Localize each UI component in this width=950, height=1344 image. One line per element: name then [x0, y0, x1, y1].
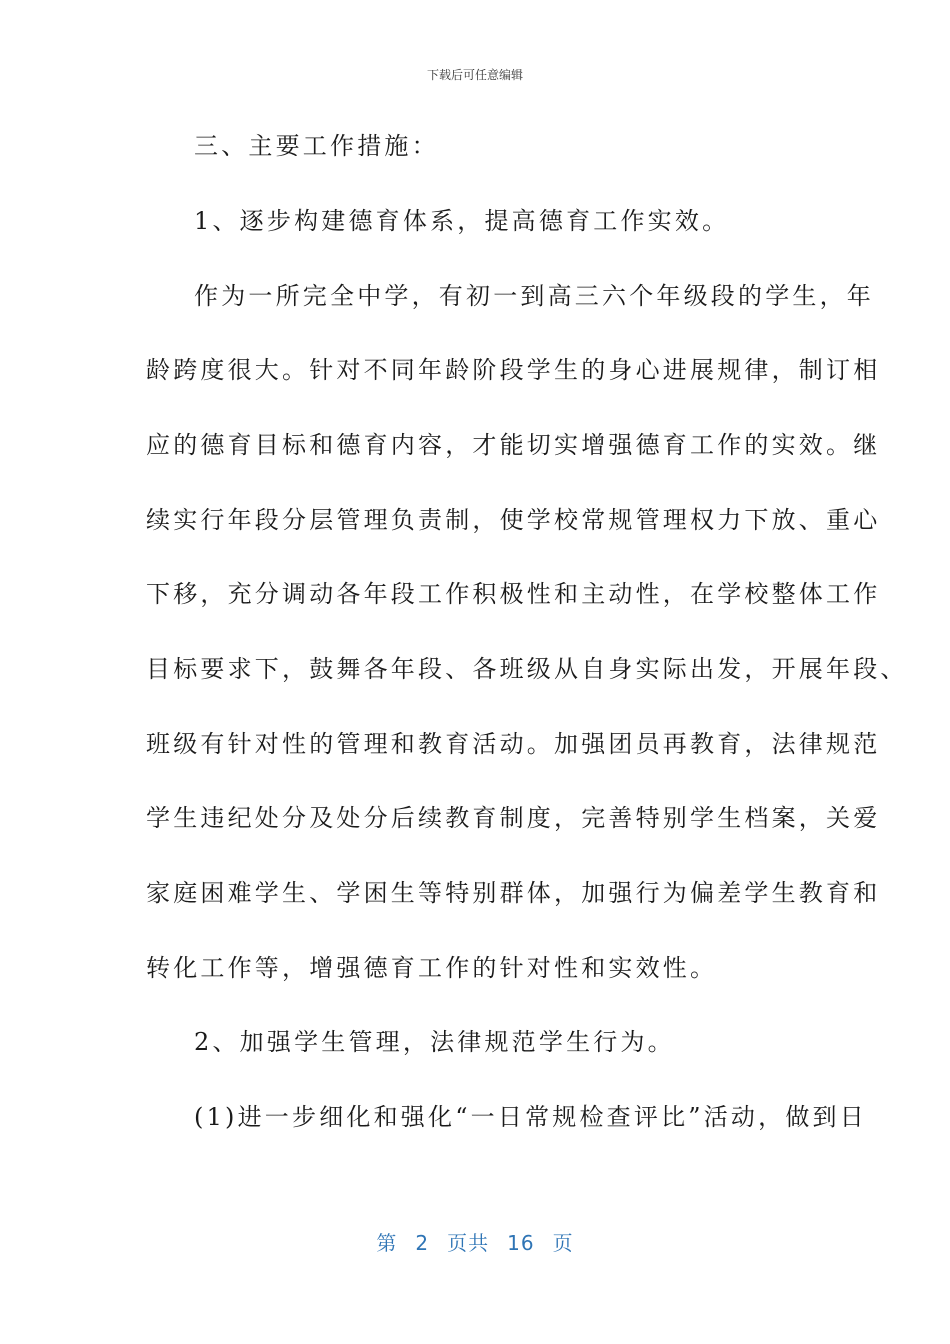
page-label-suffix: 页 — [552, 1231, 574, 1255]
page-footer — [0, 1227, 950, 1256]
paragraph-line: 转化工作等，增强德育工作的针对性和实效性。 — [146, 954, 718, 982]
paragraph-line: 班级有针对性的管理和教育活动。加强团员再教育，法律规范 — [146, 730, 881, 758]
paragraph-line: 龄跨度很大。针对不同年龄阶段学生的身心进展规律，制订相 — [146, 356, 881, 384]
subsection-heading-1: 1、逐步构建德育体系，提高德育工作实效。 — [194, 207, 730, 235]
paragraph-line: 下移，充分调动各年段工作积极性和主动性，在学校整体工作 — [146, 580, 881, 608]
page-label-mid: 页共 — [447, 1231, 490, 1255]
total-pages-number: 16 — [507, 1231, 535, 1255]
page-label-prefix: 第 — [376, 1231, 398, 1255]
paragraph-line: 应的德育目标和德育内容，才能切实增强德育工作的实效。继 — [146, 431, 881, 459]
paragraph-line: 学生违纪处分及处分后续教育制度，完善特别学生档案，关爱 — [146, 804, 881, 832]
paragraph-line: 作为一所完全中学，有初一到高三六个年级段的学生，年 — [194, 282, 874, 310]
paragraph-line: 目标要求下，鼓舞各年段、各班级从自身实际出发，开展年段、 — [146, 655, 908, 683]
paragraph-line: 家庭困难学生、学困生等特别群体，加强行为偏差学生教育和 — [146, 879, 881, 907]
current-page-number: 2 — [415, 1231, 430, 1255]
paragraph-line: 续实行年段分层管理负责制，使学校常规管理权力下放、重心 — [146, 506, 881, 534]
header-note: 下载后可任意编辑 — [426, 68, 523, 82]
paragraph-line: (1)进一步细化和强化“一日常规检查评比”活动，做到日 — [194, 1103, 867, 1131]
subsection-heading-2: 2、加强学生管理，法律规范学生行为。 — [194, 1028, 675, 1056]
section-heading: 三、主要工作措施： — [194, 132, 439, 160]
